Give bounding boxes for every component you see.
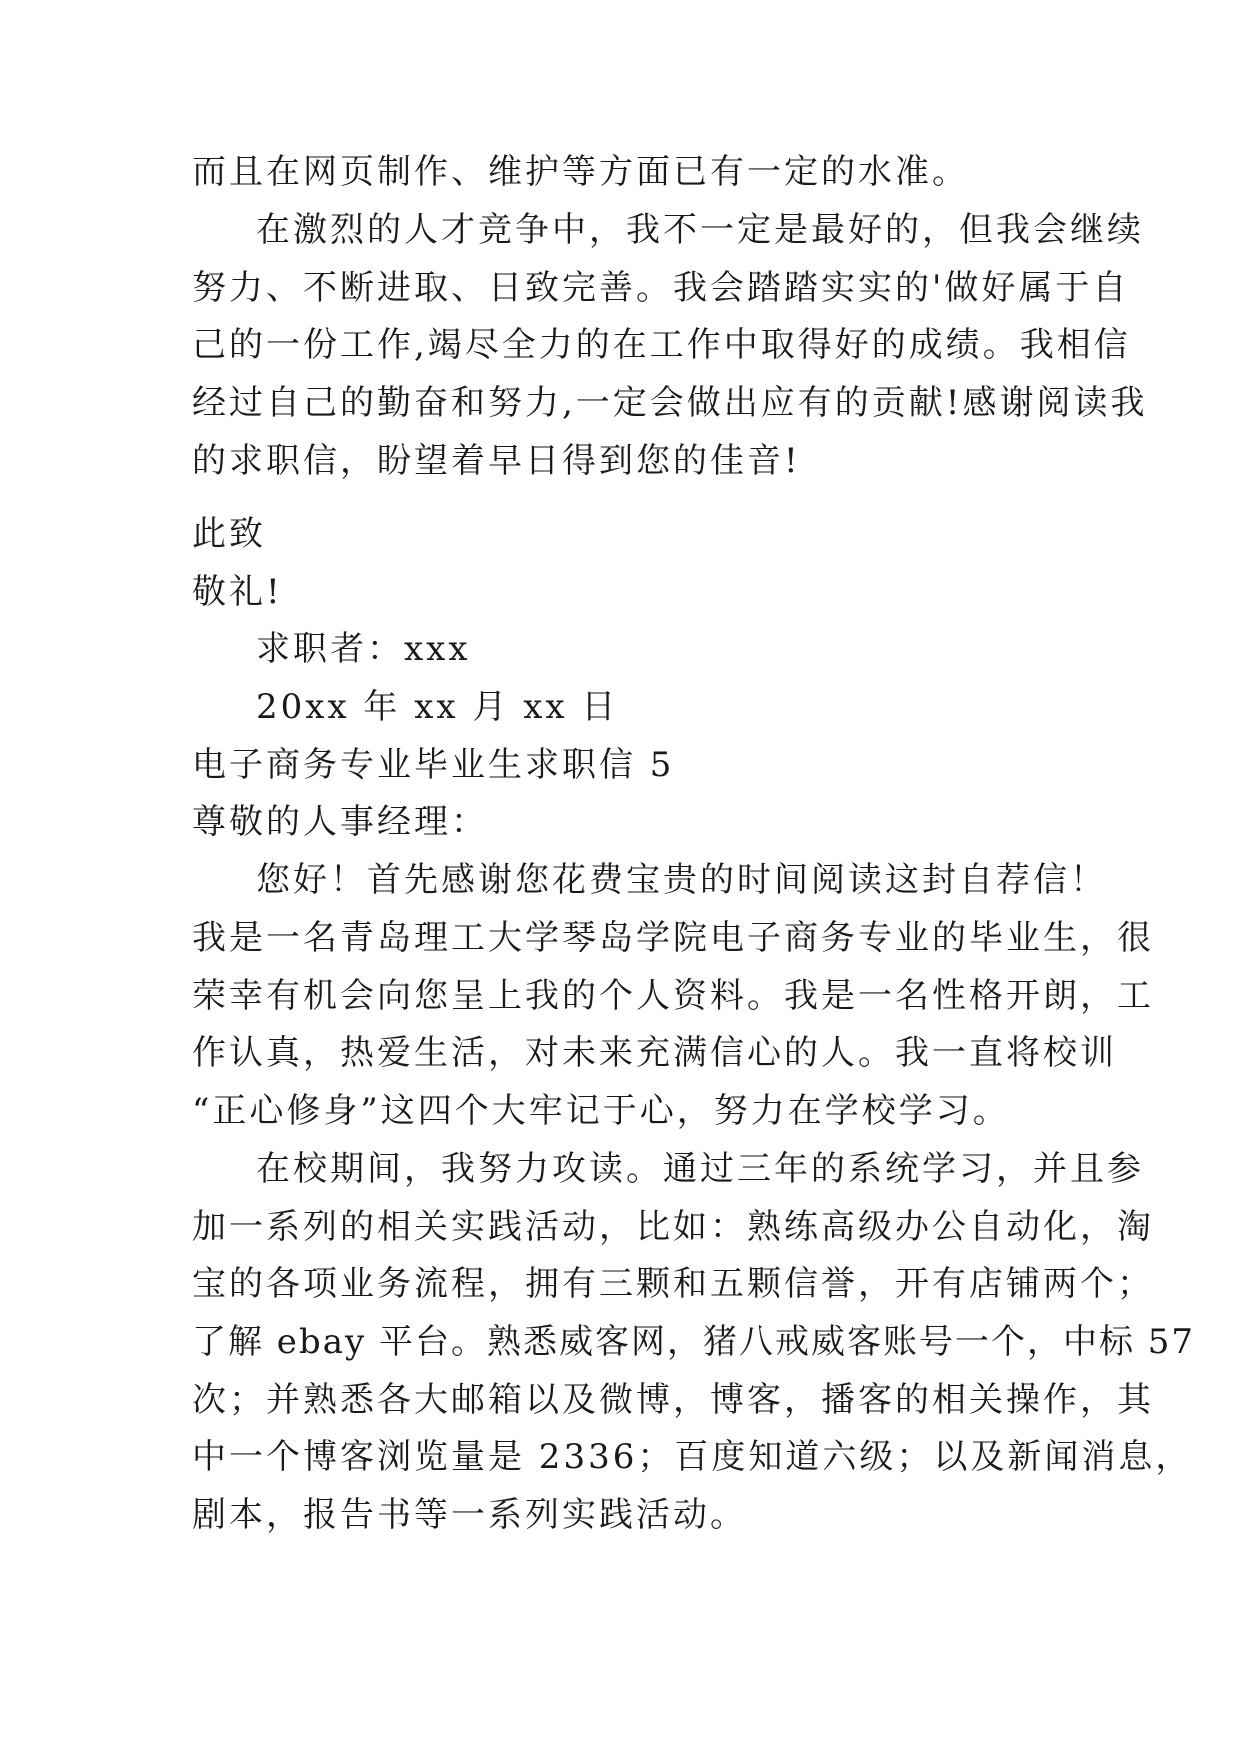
paragraph-line: 宝的各项业务流程，拥有三颗和五颗信誉，开有店铺两个；: [192, 1264, 1154, 1304]
paragraph-line: 经过自己的勤奋和努力,一定会做出应有的贡献!感谢阅读我: [192, 383, 1148, 423]
section-title: 电子商务专业毕业生求职信 5: [192, 745, 675, 785]
closing-salutation: 敬礼!: [192, 572, 283, 612]
paragraph-line: 我是一名青岛理工大学琴岛学院电子商务专业的毕业生，很: [192, 918, 1154, 958]
paragraph-line: 您好！首先感谢您花费宝贵的时间阅读这封自荐信！: [256, 860, 1107, 900]
closing-salutation: 此致: [192, 514, 266, 554]
paragraph-line: 的求职信，盼望着早日得到您的佳音!: [192, 441, 801, 481]
paragraph-line: 在激烈的人才竞争中，我不一定是最好的，但我会继续: [256, 210, 1144, 250]
paragraph-line: 剧本，报告书等一系列实践活动。: [192, 1495, 747, 1535]
paragraph-line: 己的一份工作,竭尽全力的在工作中取得好的成绩。我相信: [192, 325, 1131, 365]
signature-date: 20xx 年 xx 月 xx 日: [256, 687, 619, 727]
paragraph-line: 努力、不断进取、日致完善。我会踏踏实实的'做好属于自: [192, 268, 1130, 308]
paragraph-line: 荣幸有机会向您呈上我的个人资料。我是一名性格开朗，工: [192, 976, 1154, 1016]
paragraph-line: 次；并熟悉各大邮箱以及微博，博客，播客的相关操作，其: [192, 1380, 1154, 1420]
paragraph-line: 加一系列的相关实践活动，比如：熟练高级办公自动化，淘: [192, 1207, 1154, 1247]
paragraph-line: 中一个博客浏览量是 2336；百度知道六级；以及新闻消息，: [192, 1437, 1193, 1477]
paragraph-line: 在校期间，我努力攻读。通过三年的系统学习，并且参: [256, 1149, 1144, 1189]
paragraph-line: 了解 ebay 平台。熟悉威客网，猪八戒威客账号一个，中标 57: [192, 1322, 1196, 1362]
greeting: 尊敬的人事经理：: [192, 802, 488, 842]
signature-name: 求职者：xxx: [256, 629, 471, 669]
paragraph-line: 作认真，热爱生活，对未来充满信心的人。我一直将校训: [192, 1033, 1117, 1073]
paragraph-line: 而且在网页制作、维护等方面已有一定的水准。: [192, 152, 969, 192]
paragraph-line: “正心修身”这四个大牢记于心，努力在学校学习。: [192, 1091, 1010, 1131]
